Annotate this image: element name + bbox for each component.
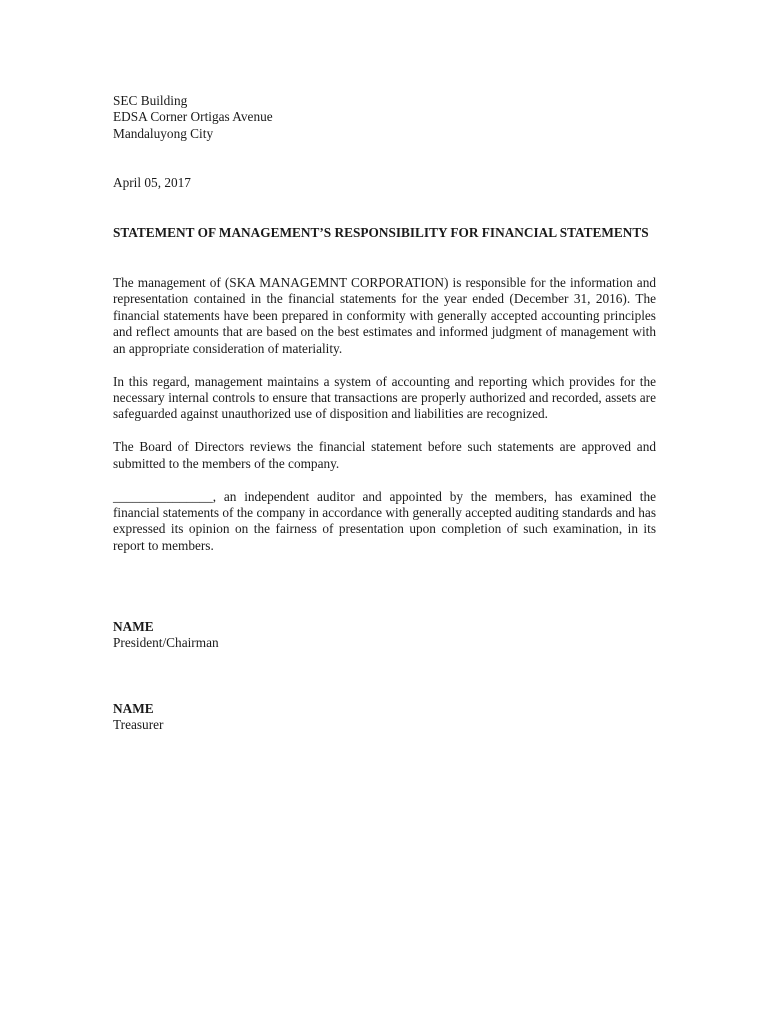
body-paragraph-3: The Board of Directors reviews the financial statement before such statements are approved and submitted to the members of the company. <box>113 439 656 471</box>
signatory-name: NAME <box>113 701 154 716</box>
recipient-address <box>113 93 653 142</box>
signatory-president <box>113 619 219 652</box>
body-paragraph-1: The management of (SKA MANAGEMNT CORPORATION) is responsible for the information and representation contained in the financial statements for the year ended (December 31, 2016). The financial statements have been prepared in conformity with generally accepted accounting principles and reflect amounts that are based on the best estimates and informed judgment of management with an appropriate consideration of materiality. <box>113 275 656 356</box>
address-line-1: SEC Building <box>113 93 188 108</box>
body-paragraph-2: In this regard, management maintains a system of accounting and reporting which provides for the necessary internal controls to ensure that transactions are properly authorized and recorded, assets are safeguarded against unauthorized use of disposition and liabilities are recognized. <box>113 373 656 422</box>
signatory-role: Treasurer <box>113 717 164 733</box>
signatory-name: NAME <box>113 619 154 634</box>
signatory-role: President/Chairman <box>113 635 219 651</box>
letter-date: April 05, 2017 <box>113 175 191 190</box>
signatory-treasurer <box>113 701 163 734</box>
document-body <box>113 275 656 571</box>
address-line-3: Mandaluyong City <box>113 125 214 141</box>
body-paragraph-4: _______________, an independent auditor and appointed by the members, has examined the financial statements of the company in accordance with generally accepted auditing standards and has expressed its opinion on the fairness of presentation upon completion of such examination, in its report to members. <box>113 488 656 553</box>
document-title: STATEMENT OF MANAGEMENT’S RESPONSIBILITY FOR FINANCIAL STATEMENTS <box>113 225 649 240</box>
address-line-2: EDSA Corner Ortigas Avenue <box>113 109 273 125</box>
